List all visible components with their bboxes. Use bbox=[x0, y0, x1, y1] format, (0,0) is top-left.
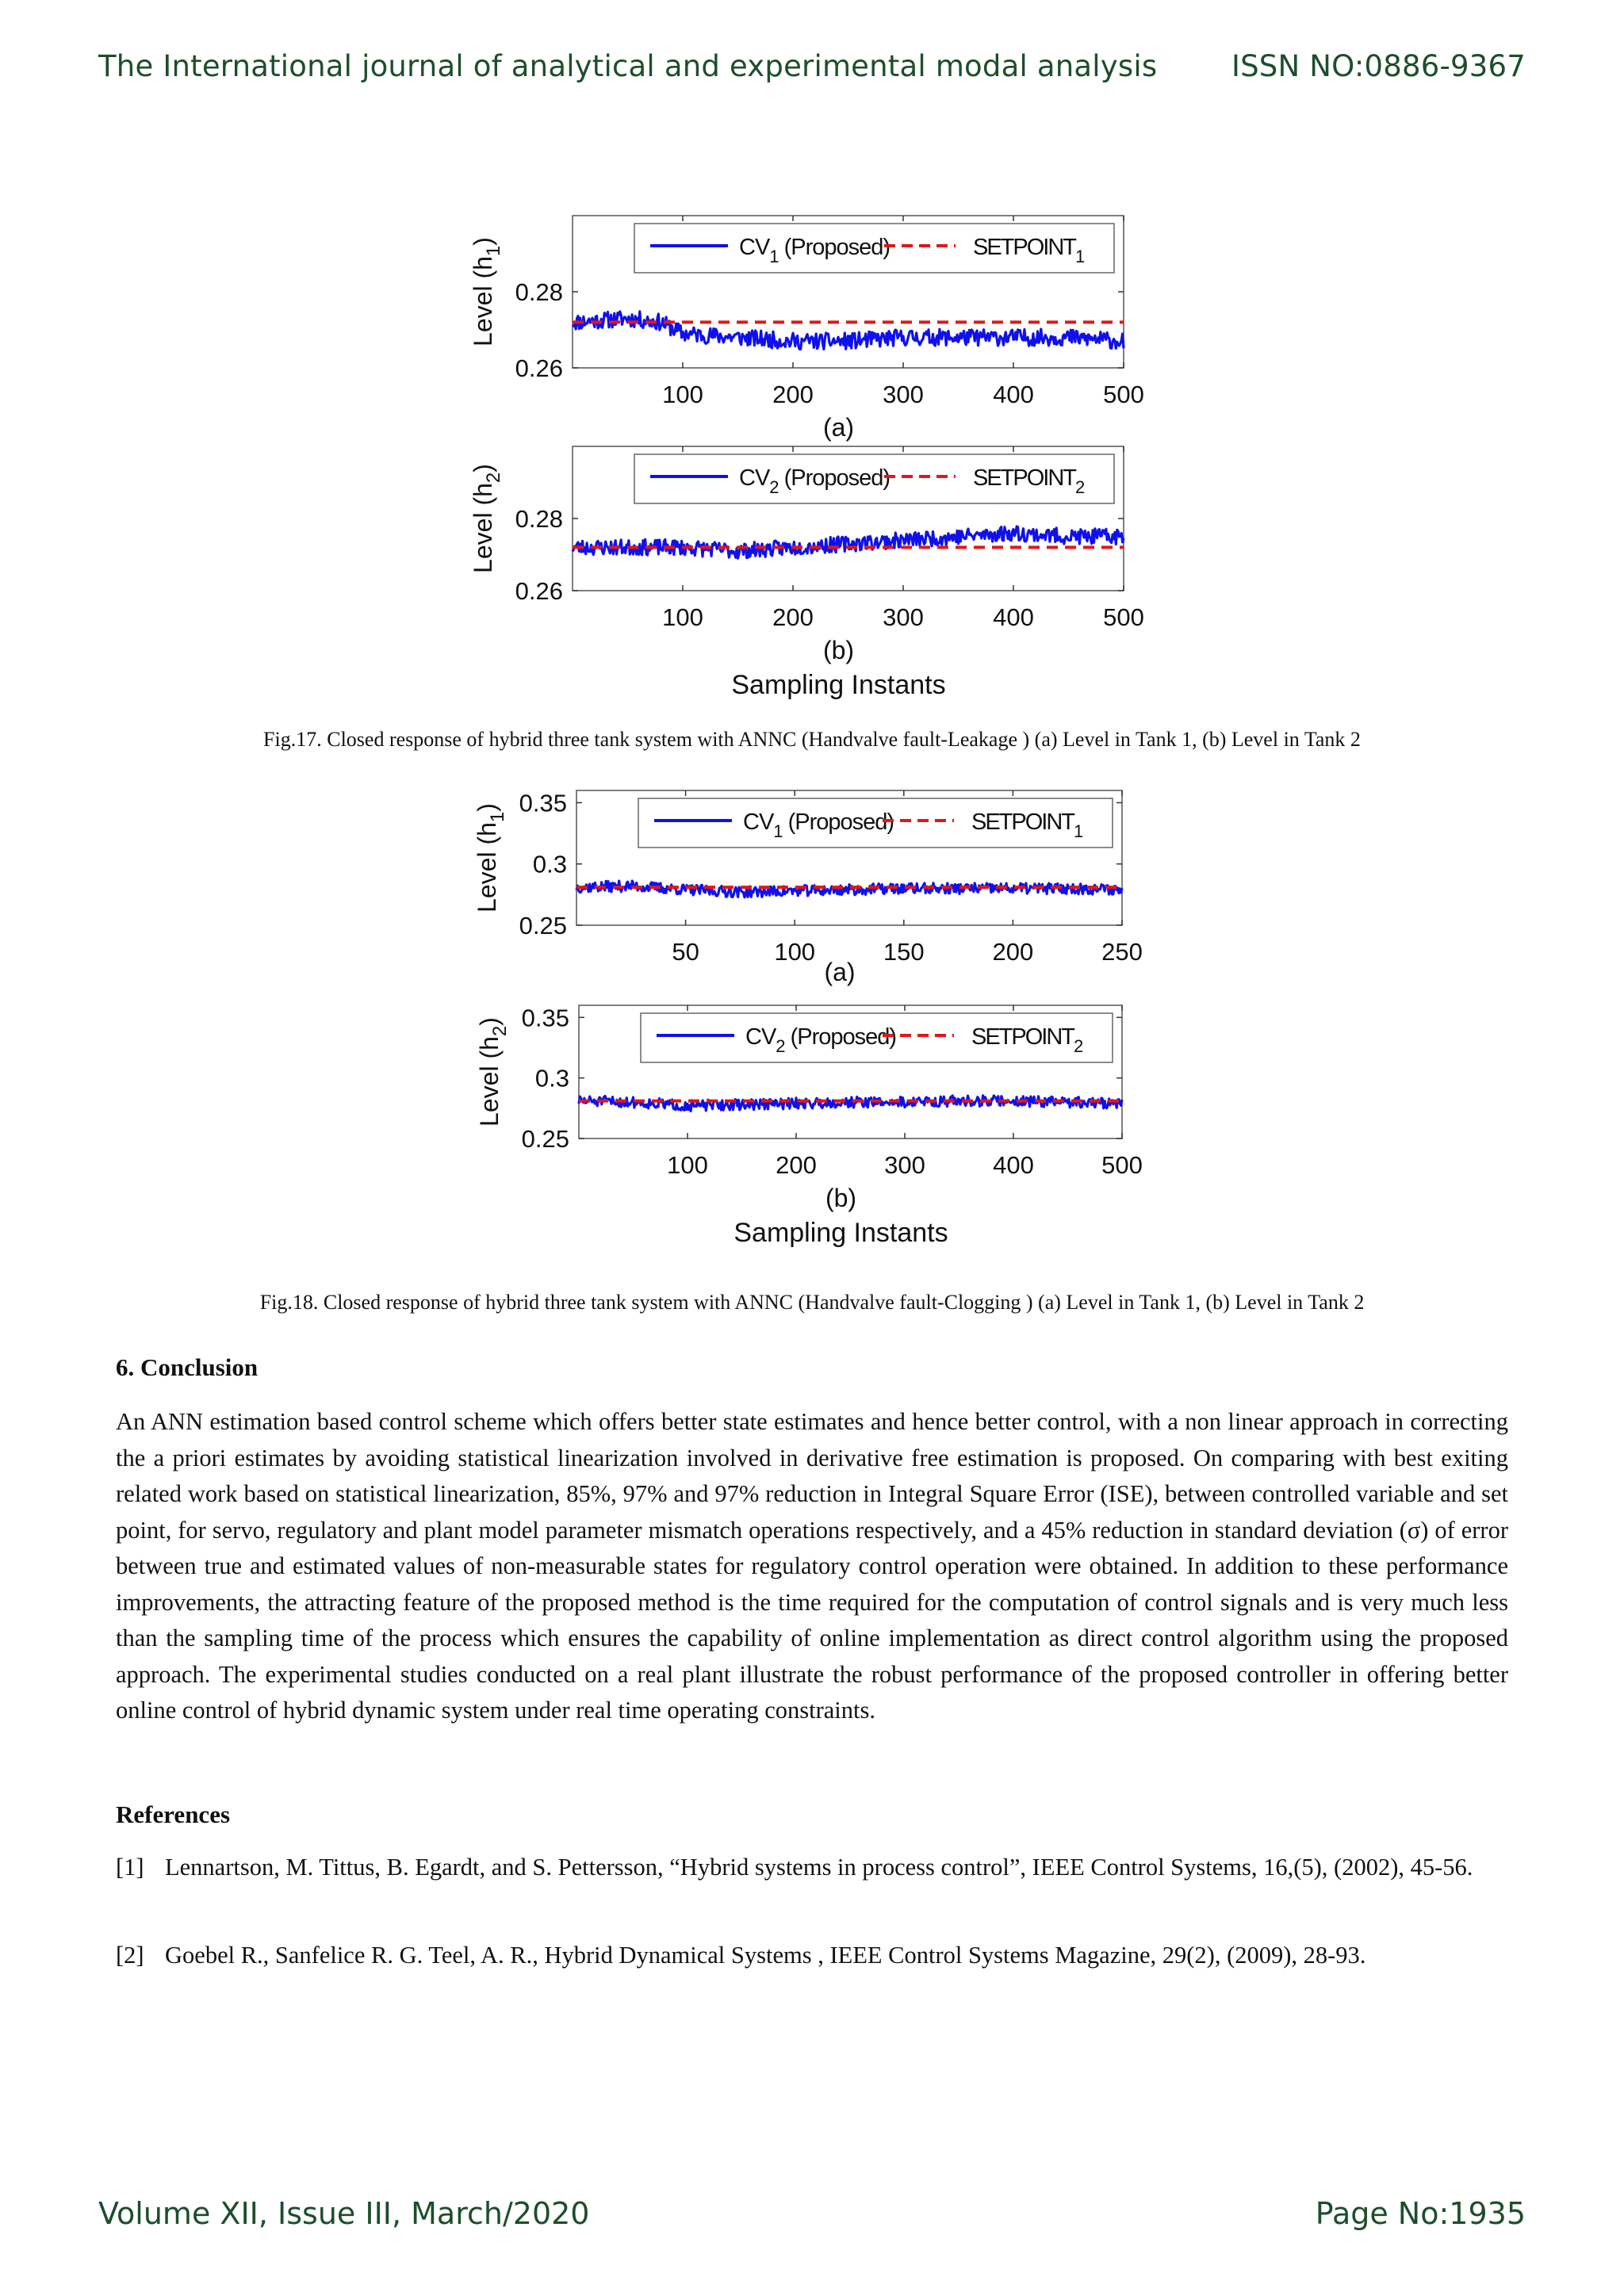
x-axis-label: Sampling Instants bbox=[731, 670, 946, 700]
y-tick-label: 0.25 bbox=[519, 912, 567, 939]
x-tick-label: 400 bbox=[993, 381, 1034, 408]
figure-17-caption: Fig.17. Closed response of hybrid three tank system with ANNC (Handvalve fault-Leakage ) (a) Level in Tank 1, (b) Level in Tank 2 bbox=[263, 728, 1361, 751]
x-tick-label: 300 bbox=[884, 1151, 925, 1179]
panel-sublabel: (b) bbox=[822, 636, 855, 664]
legend-cv-main: CV bbox=[739, 465, 770, 491]
legend-setpoint-subscript: 2 bbox=[1074, 1036, 1082, 1056]
reference-text: Lennartson, M. Tittus, B. Egardt, and S. Pettersson, “Hybrid systems in process control”, IEEE Control Systems, 16,(5), (2002), 45-56. bbox=[165, 1854, 1473, 1881]
legend-cv-rest: (Proposed) bbox=[778, 235, 891, 260]
reference-item bbox=[116, 1938, 1508, 1973]
issn-number: ISSN NO:0886-9367 bbox=[1231, 49, 1526, 83]
y-axis-label-main: Level (h bbox=[473, 822, 501, 913]
reference-number: [1] bbox=[116, 1854, 144, 1881]
y-tick-label: 0.25 bbox=[521, 1125, 569, 1153]
legend-setpoint-main: SETPOINT bbox=[973, 465, 1076, 491]
x-tick-label: 100 bbox=[662, 381, 703, 408]
y-tick-label: 0.3 bbox=[534, 1064, 569, 1093]
y-axis-label-main: Level (h bbox=[475, 1036, 504, 1127]
y-tick-label: 0.26 bbox=[515, 354, 563, 382]
x-tick-label: 200 bbox=[772, 381, 814, 408]
chart-legend bbox=[638, 798, 1113, 848]
y-axis-label-end: ) bbox=[469, 464, 497, 473]
legend-setpoint-subscript: 1 bbox=[1075, 247, 1084, 266]
conclusion-paragraph: An ANN estimation based control scheme which offers better state estimates and hence better control, with a non linear approach in correcting the a priori estimates by avoiding statistical linearization involved in derivative free estimation is proposed. On comparing with best exiting related work based on statistical linearization, 85%, 97% and 97% reduction in Integral Square Error (ISE), between controlled variable and set point, for servo, regulatory and plant model parameter mismatch operations respectively, and a 45% reduction in standard deviation (σ) of error between true and estimated values of non-measurable states for regulatory control operation were obtained. In addition to these performance improvements, the attracting feature of the proposed method is the time required for the computation of control signals and is very much less than the sampling time of the process which ensures the capability of online implementation as direct control algorithm using the proposed approach. The experimental studies conducted on a real plant illustrate the robust performance of the proposed controller in offering better online control of hybrid dynamic system under real time operating constraints. bbox=[116, 1408, 1508, 1724]
legend-setpoint-subscript: 1 bbox=[1074, 821, 1082, 841]
legend-cv-main: CV bbox=[745, 1024, 776, 1050]
legend-cv-main: CV bbox=[743, 809, 774, 835]
legend-cv-main: CV bbox=[739, 235, 770, 260]
y-axis-label-main: Level (h bbox=[469, 483, 497, 573]
x-tick-label: 200 bbox=[776, 1151, 817, 1179]
references-heading: References bbox=[116, 1800, 231, 1828]
y-axis-label bbox=[473, 803, 508, 913]
x-tick-label: 400 bbox=[993, 603, 1034, 631]
y-tick-label: 0.35 bbox=[521, 1004, 569, 1032]
reference-item bbox=[116, 1850, 1508, 1885]
legend-setpoint-main: SETPOINT bbox=[971, 1024, 1074, 1050]
y-axis-label-end: ) bbox=[469, 237, 497, 246]
legend-cv-rest: (Proposed) bbox=[784, 1024, 897, 1050]
x-tick-label: 300 bbox=[883, 603, 924, 631]
x-tick-label: 50 bbox=[672, 938, 699, 966]
x-tick-label: 100 bbox=[662, 603, 703, 631]
reference-text: Goebel R., Sanfelice R. G. Teel, A. R., Hybrid Dynamical Systems , IEEE Control Systems Magazine, 29(2), (2009), 28-93. bbox=[165, 1942, 1366, 1969]
y-axis-label-subscript: 1 bbox=[483, 245, 504, 257]
legend-setpoint-main: SETPOINT bbox=[973, 235, 1076, 260]
page-number: Page No:1935 bbox=[1315, 2196, 1526, 2231]
chart-panel bbox=[473, 789, 1143, 986]
legend-setpoint-main: SETPOINT bbox=[971, 809, 1074, 835]
y-tick-label: 0.28 bbox=[515, 505, 563, 533]
chart-panel bbox=[475, 1004, 1143, 1248]
volume-issue: Volume XII, Issue III, March/2020 bbox=[98, 2196, 590, 2231]
x-tick-label: 500 bbox=[1103, 603, 1144, 631]
x-tick-label: 500 bbox=[1101, 1151, 1143, 1179]
chart-legend bbox=[641, 1013, 1113, 1062]
legend-cv-rest: (Proposed) bbox=[778, 465, 891, 491]
legend-cv-subscript: 2 bbox=[769, 477, 779, 497]
legend-setpoint-subscript: 2 bbox=[1075, 477, 1084, 497]
x-tick-label: 200 bbox=[772, 603, 814, 631]
panel-sublabel: (a) bbox=[824, 958, 856, 986]
panel-sublabel: (b) bbox=[825, 1184, 857, 1212]
y-axis-label-main: Level (h bbox=[469, 256, 497, 346]
legend-cv-subscript: 2 bbox=[776, 1036, 785, 1056]
y-tick-label: 0.35 bbox=[519, 789, 567, 817]
x-tick-label: 150 bbox=[883, 938, 925, 966]
x-tick-label: 250 bbox=[1101, 938, 1143, 966]
y-tick-label: 0.3 bbox=[532, 850, 567, 878]
figure-18-caption: Fig.18. Closed response of hybrid three tank system with ANNC (Handvalve fault-Clogging ) (a) Level in Tank 1, (b) Level in Tank 2 bbox=[259, 1291, 1365, 1314]
legend-cv-subscript: 1 bbox=[773, 821, 783, 841]
x-tick-label: 500 bbox=[1103, 381, 1144, 408]
journal-title: The International journal of analytical and experimental modal analysis bbox=[98, 49, 1158, 83]
y-axis-label-subscript: 2 bbox=[489, 1025, 511, 1037]
y-axis-label bbox=[475, 1017, 511, 1127]
y-axis-label-end: ) bbox=[475, 1017, 504, 1026]
y-axis-label-end: ) bbox=[473, 803, 501, 812]
x-tick-label: 100 bbox=[667, 1151, 708, 1179]
x-tick-label: 300 bbox=[883, 381, 924, 408]
legend-cv-rest: (Proposed) bbox=[782, 809, 894, 835]
y-axis-label-subscript: 1 bbox=[487, 811, 508, 823]
x-axis-label: Sampling Instants bbox=[733, 1218, 948, 1248]
section-heading-conclusion: 6. Conclusion bbox=[116, 1353, 259, 1381]
y-axis-label-subscript: 2 bbox=[483, 472, 504, 484]
panel-sublabel: (a) bbox=[822, 413, 855, 442]
x-tick-label: 200 bbox=[992, 938, 1034, 966]
y-tick-label: 0.28 bbox=[515, 278, 563, 306]
legend-cv-subscript: 1 bbox=[769, 247, 779, 266]
reference-number: [2] bbox=[116, 1942, 144, 1969]
x-tick-label: 400 bbox=[993, 1151, 1034, 1179]
x-tick-label: 100 bbox=[774, 938, 816, 966]
y-tick-label: 0.26 bbox=[515, 577, 563, 605]
